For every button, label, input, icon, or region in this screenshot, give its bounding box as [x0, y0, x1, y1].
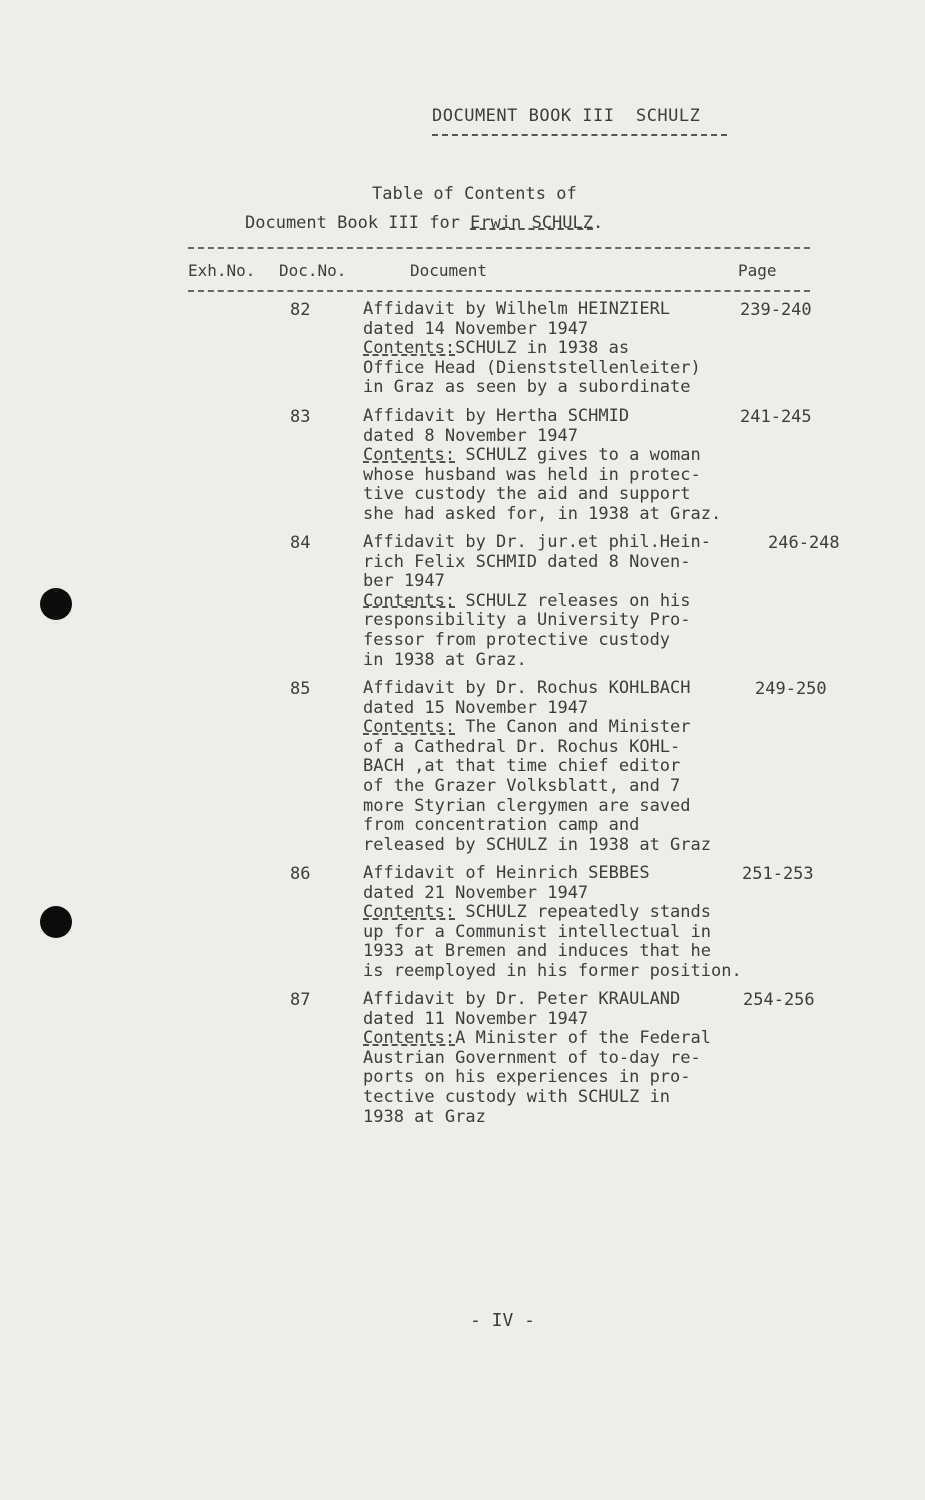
- contents-text: Office Head (Dienststellenleiter) in Graz as seen by a subordinate: [363, 357, 701, 398]
- contents-text: SCHULZ releases on his: [455, 590, 691, 611]
- document-date: dated 8 November 1947: [363, 425, 578, 446]
- toc-subtitle-suffix: .: [593, 213, 604, 233]
- table-top-rule: [188, 247, 810, 249]
- document-date: dated 21 November 1947: [363, 882, 589, 903]
- document-title: Affidavit by Dr. Rochus KOHLBACH: [363, 678, 691, 698]
- contents-text: up for a Communist intellectual in 1933 at Bremen and induces that he is reemployed in his former position.: [363, 921, 742, 981]
- page-range: 254-256: [743, 990, 815, 1010]
- table-header-rule: [188, 290, 810, 292]
- contents-text: The Canon and Minister: [455, 717, 691, 738]
- document-description: [363, 407, 721, 525]
- document-description: [363, 679, 711, 855]
- exhibit-number: 83: [290, 407, 311, 427]
- document-description: [363, 864, 742, 982]
- punch-hole: [40, 906, 72, 938]
- document-title: Affidavit by Dr. jur.et phil.Hein-: [363, 532, 711, 552]
- exhibit-number: 87: [290, 990, 311, 1010]
- toc-subtitle: [245, 213, 603, 233]
- column-header-exh-no: Exh.No.: [188, 261, 256, 280]
- exhibit-number: 82: [290, 300, 311, 320]
- contents-text: Austrian Government of to-day re- ports on his experiences in pro- tective custody with SCHULZ in 1938 at Graz: [363, 1047, 701, 1127]
- contents-text: of a Cathedral Dr. Rochus KOHL- BACH ,at that time chief editor of the Grazer Volksblatt, and 7 more Styrian clergymen are saved from concentration camp and released by SCHULZ in 1938 at Graz: [363, 736, 711, 855]
- page-range: 239-240: [740, 300, 812, 320]
- document-title: Affidavit by Hertha SCHMID: [363, 406, 630, 426]
- contents-text: SCHULZ repeatedly stands: [455, 902, 711, 923]
- page-number: - IV -: [470, 1310, 536, 1331]
- document-description: [363, 533, 711, 670]
- contents-text: A Minister of the Federal: [455, 1028, 711, 1049]
- exhibit-number: 86: [290, 864, 311, 884]
- toc-title: Table of Contents of: [372, 184, 577, 204]
- contents-label: Contents:: [363, 590, 456, 611]
- column-header-document: Document: [410, 261, 488, 280]
- document-date: dated 15 November 1947: [363, 697, 589, 718]
- exhibit-number: 84: [290, 533, 311, 553]
- contents-label: Contents:: [363, 338, 456, 359]
- page-range: 241-245: [740, 407, 812, 427]
- page-range: 249-250: [755, 679, 827, 699]
- contents-label: Contents:: [363, 717, 456, 738]
- contents-label: Contents:: [363, 445, 456, 466]
- document-description: [363, 990, 711, 1127]
- document-description: [363, 300, 701, 398]
- contents-text: SCHULZ in 1938 as: [455, 338, 630, 359]
- document-date: dated 14 November 1947: [363, 318, 589, 339]
- document-date: dated 11 November 1947: [363, 1008, 589, 1029]
- column-header-page: Page: [738, 261, 777, 280]
- defendant-name: Erwin SCHULZ: [470, 213, 593, 233]
- header-underline: [432, 134, 727, 136]
- column-header-doc-no: Doc.No.: [279, 261, 347, 280]
- contents-text: whose husband was held in protec- tive custody the aid and support she had asked for, in 1938 at Graz.: [363, 464, 722, 524]
- exhibit-number: 85: [290, 679, 311, 699]
- document-title: Affidavit by Dr. Peter KRAULAND: [363, 989, 681, 1009]
- document-header-title: DOCUMENT BOOK III SCHULZ: [432, 106, 701, 126]
- page-range: 251-253: [742, 864, 814, 884]
- contents-text: SCHULZ gives to a woman: [455, 445, 701, 466]
- toc-subtitle-prefix: Document Book III for: [245, 213, 471, 233]
- contents-label: Contents:: [363, 1028, 456, 1049]
- document-date: rich Felix SCHMID dated 8 Noven- ber 1947: [363, 551, 691, 592]
- document-title: Affidavit by Wilhelm HEINZIERL: [363, 299, 671, 319]
- contents-label: Contents:: [363, 902, 456, 923]
- punch-hole: [40, 588, 72, 620]
- document-title: Affidavit of Heinrich SEBBES: [363, 863, 650, 883]
- page-range: 246-248: [768, 533, 840, 553]
- contents-text: responsibility a University Pro- fessor from protective custody in 1938 at Graz.: [363, 610, 691, 670]
